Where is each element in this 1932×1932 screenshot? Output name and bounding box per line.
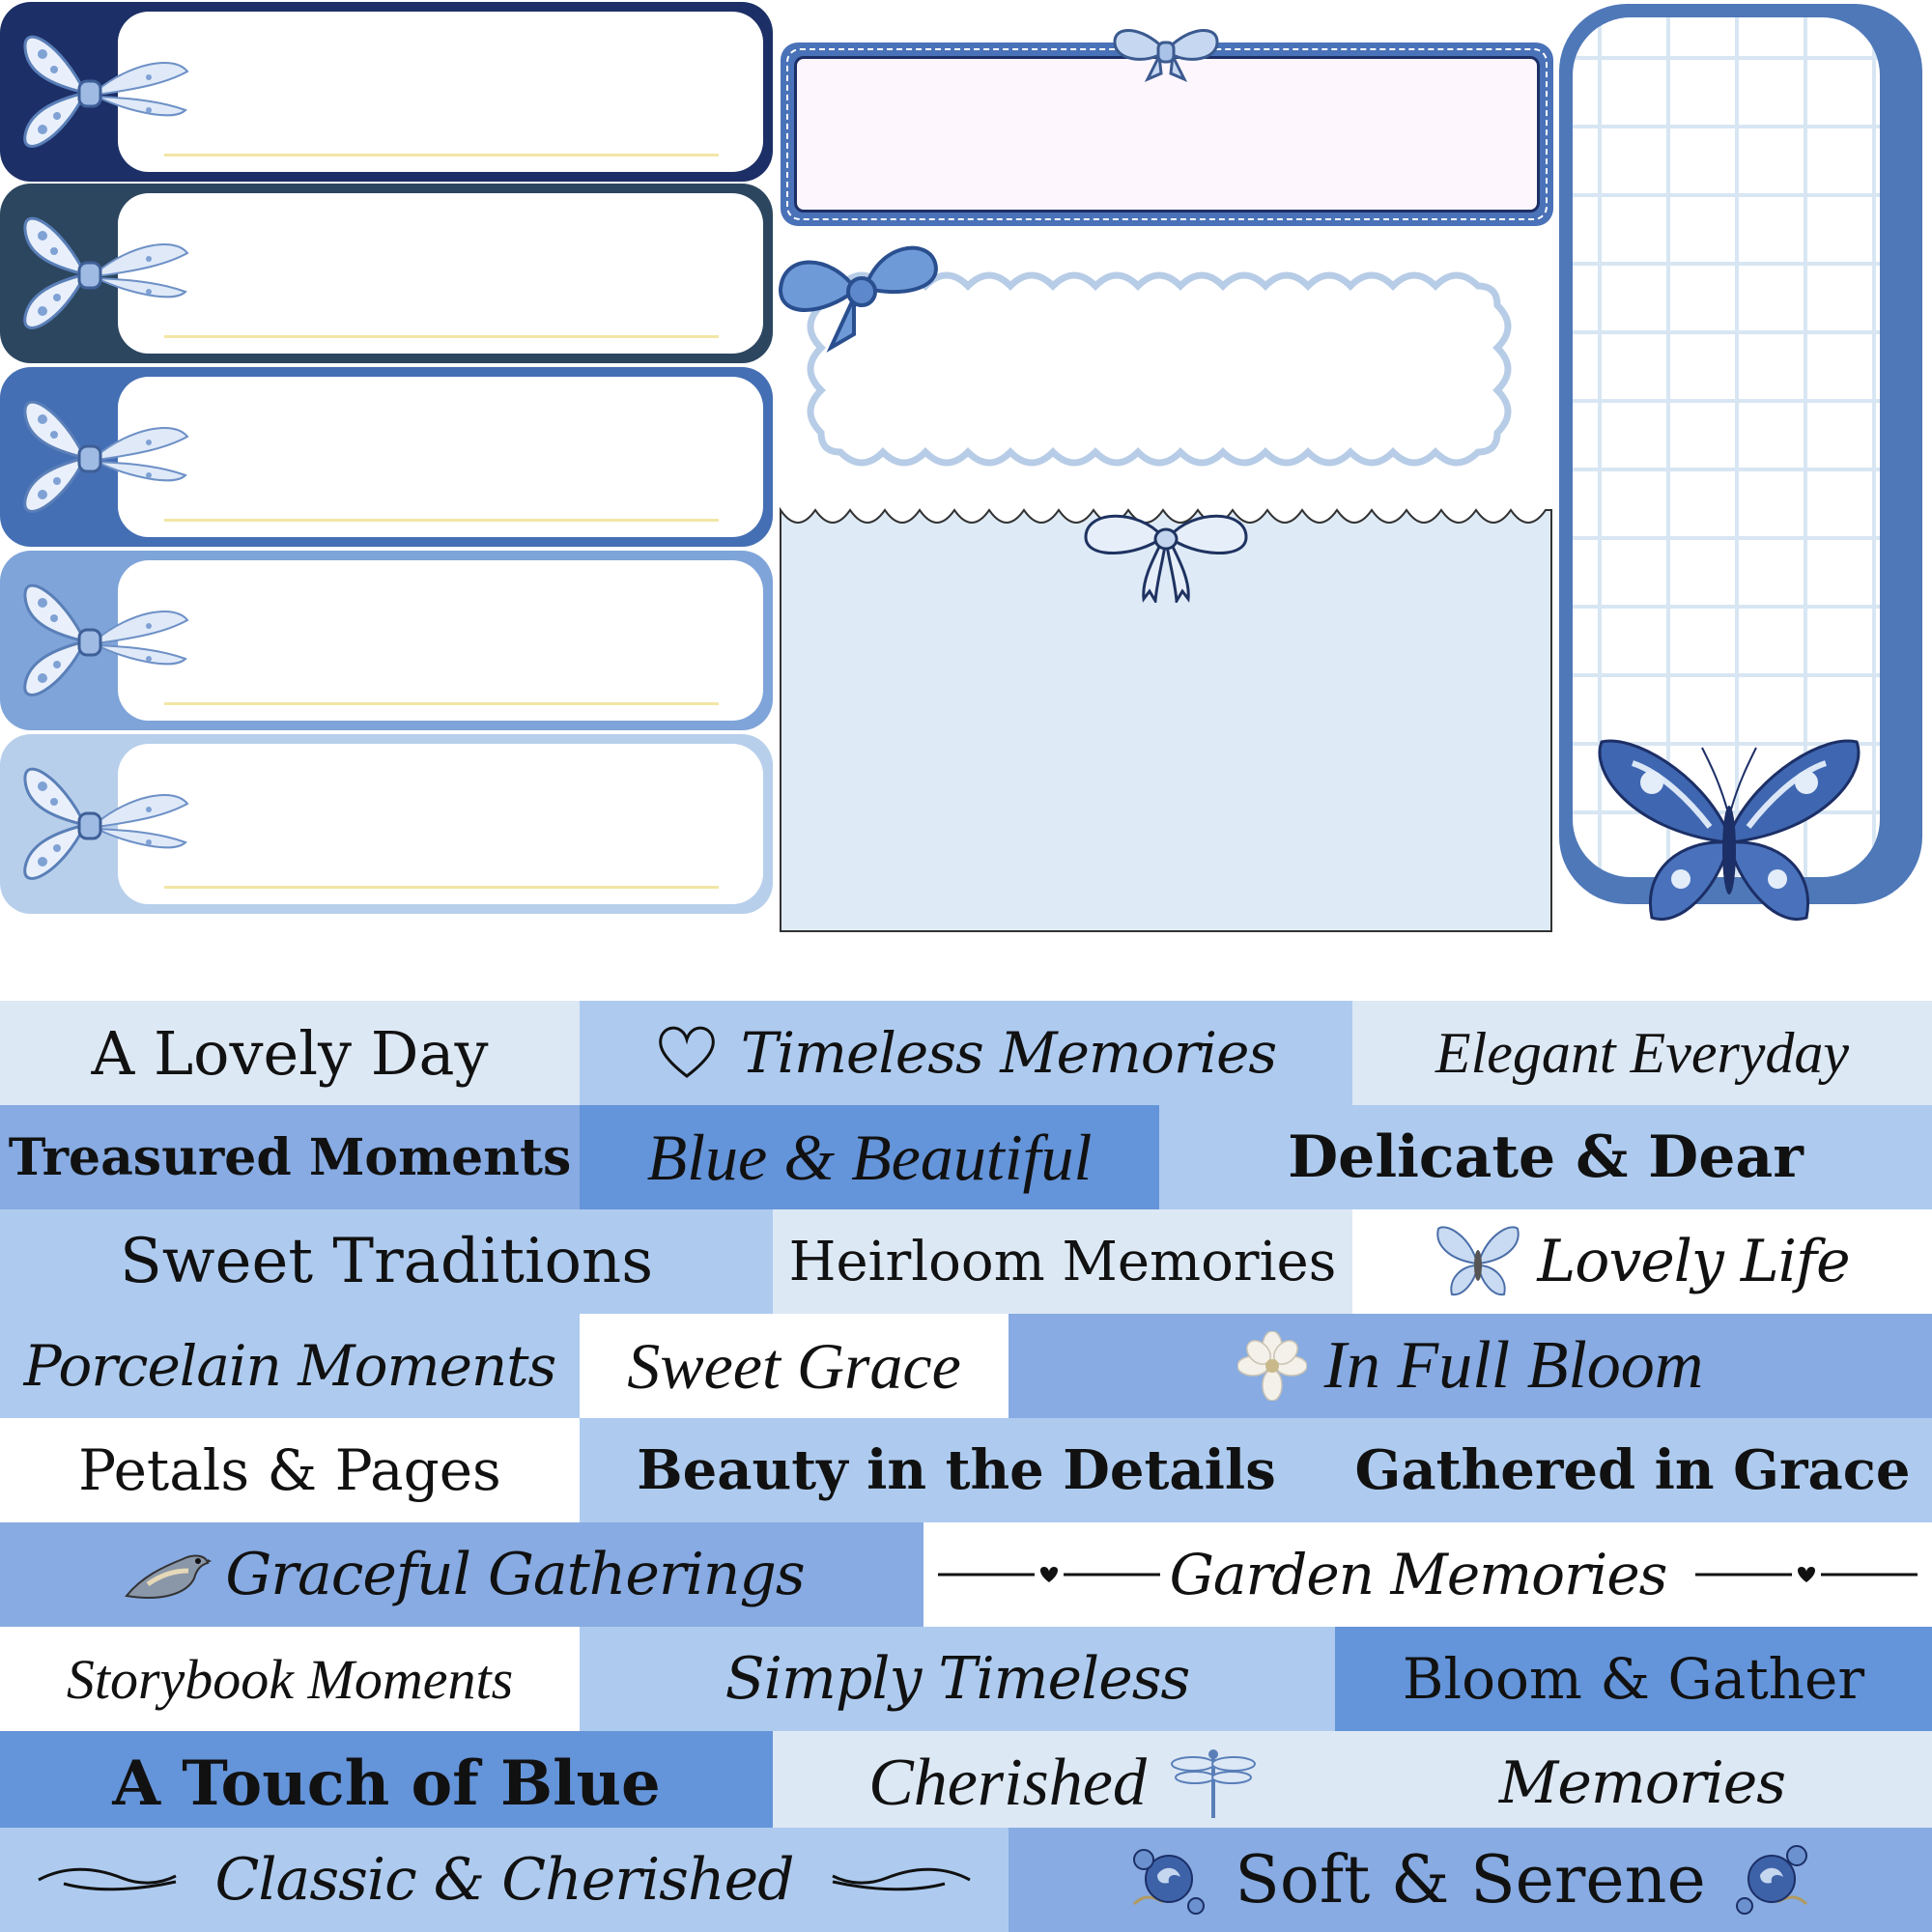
butterfly-icon (1594, 734, 1864, 937)
bow-tag-label (0, 184, 773, 363)
tag-writing-area (118, 744, 763, 904)
sticker-text: Lovely Life (1537, 1228, 1850, 1295)
bird-icon (119, 1538, 212, 1611)
bow-icon (4, 748, 193, 902)
bow-icon (4, 564, 193, 719)
sticker-classic-and-cherished (0, 1828, 1009, 1932)
sticker-text: Beauty in the Details (637, 1438, 1276, 1502)
rose-right-icon (1729, 1836, 1816, 1923)
tag-writing-area (118, 560, 763, 721)
sticker-bloom-and-gather (1335, 1627, 1932, 1731)
sticker-text: A Lovely Day (91, 1017, 489, 1089)
sticker-text: Classic & Cherished (214, 1846, 794, 1914)
bow-tag-label (0, 734, 773, 914)
sticker-sheet (0, 1001, 1932, 1932)
bow-icon (1109, 19, 1223, 83)
sticker-text: Delicate & Dear (1288, 1123, 1804, 1191)
bow-icon (4, 15, 193, 170)
swash-right-icon (829, 1862, 974, 1897)
sticker-text: Heirloom Memories (788, 1230, 1337, 1293)
swash-left-icon (35, 1862, 180, 1897)
sticker-text: Garden Memories (1169, 1542, 1667, 1607)
sticker-cherished (773, 1731, 1352, 1835)
sticker-sweet-grace (580, 1314, 1009, 1418)
tag-writing-area (118, 12, 763, 172)
sticker-soft-and-serene (1009, 1828, 1932, 1932)
sticker-text: Cherished (868, 1746, 1147, 1820)
tag-writing-line (164, 335, 719, 338)
dragonfly-icon (1170, 1745, 1257, 1822)
sticker-storybook-moments (0, 1627, 580, 1731)
sticker-text: Elegant Everyday (1435, 1020, 1850, 1085)
sticker-text: Treasured Moments (8, 1127, 572, 1187)
sticker-text: Sweet Traditions (119, 1226, 654, 1297)
sticker-text: Memories (1498, 1749, 1786, 1817)
heart-icon (656, 1022, 718, 1084)
butterfly-icon (1435, 1223, 1521, 1300)
sticker-graceful-gatherings (0, 1522, 923, 1627)
sticker-lovely-life (1352, 1209, 1932, 1314)
sticker-text: Sweet Grace (627, 1328, 961, 1403)
sticker-text: Gathered in Grace (1354, 1438, 1911, 1502)
sticker-text: Blue & Beautiful (646, 1120, 1093, 1194)
sticker-text: In Full Bloom (1323, 1328, 1704, 1403)
bow-tag-label (0, 2, 773, 182)
bow-tag-label (0, 551, 773, 730)
sticker-timeless-memories (580, 1001, 1352, 1105)
bow-tag-label (0, 367, 773, 547)
bow-icon (4, 381, 193, 535)
sticker-text: Soft & Serene (1235, 1841, 1706, 1918)
sticker-text: Storybook Moments (66, 1647, 514, 1711)
heart-divider-right-icon (1695, 1563, 1918, 1586)
sticker-text: Graceful Gatherings (225, 1541, 805, 1608)
sticker-treasured-moments (0, 1105, 580, 1209)
sticker-garden-memories (923, 1522, 1932, 1627)
sticker-text: Porcelain Moments (23, 1333, 556, 1399)
sticker-beauty-in-the-details (580, 1418, 1333, 1522)
sticker-elegant-everyday (1352, 1001, 1932, 1105)
bow-tag-labels (0, 0, 773, 918)
sticker-porcelain-moments (0, 1314, 580, 1418)
sticker-a-lovely-day (0, 1001, 580, 1105)
tag-writing-line (164, 519, 719, 522)
sticker-text: Simply Timeless (724, 1645, 1190, 1713)
ribbon-bow-icon (1080, 502, 1252, 603)
bow-icon (773, 234, 947, 355)
sticker-blue-and-beautiful (580, 1105, 1159, 1209)
sticker-heirloom-memories (773, 1209, 1352, 1314)
sticker-delicate-and-dear (1159, 1105, 1932, 1209)
sticker-in-full-bloom (1009, 1314, 1932, 1418)
sticker-gathered-in-grace (1333, 1418, 1932, 1522)
bow-icon (4, 197, 193, 352)
sticker-simply-timeless (580, 1627, 1335, 1731)
sticker-text: Petals & Pages (78, 1437, 501, 1503)
tag-writing-line (164, 886, 719, 889)
sticker-sweet-traditions (0, 1209, 773, 1314)
tag-writing-line (164, 702, 719, 705)
sticker-petals-and-pages (0, 1418, 580, 1522)
sticker-a-touch-of-blue (0, 1731, 773, 1835)
tag-writing-line (164, 154, 719, 156)
rose-left-icon (1124, 1836, 1211, 1923)
sticker-text: Timeless Memories (740, 1020, 1277, 1086)
tag-writing-area (118, 193, 763, 354)
sticker-text: Bloom & Gather (1402, 1646, 1865, 1712)
tag-writing-area (118, 377, 763, 537)
sticker-text: A Touch of Blue (112, 1747, 661, 1820)
heart-divider-left-icon (938, 1563, 1160, 1586)
flower-icon (1237, 1331, 1307, 1401)
sticker-memories (1352, 1731, 1932, 1835)
